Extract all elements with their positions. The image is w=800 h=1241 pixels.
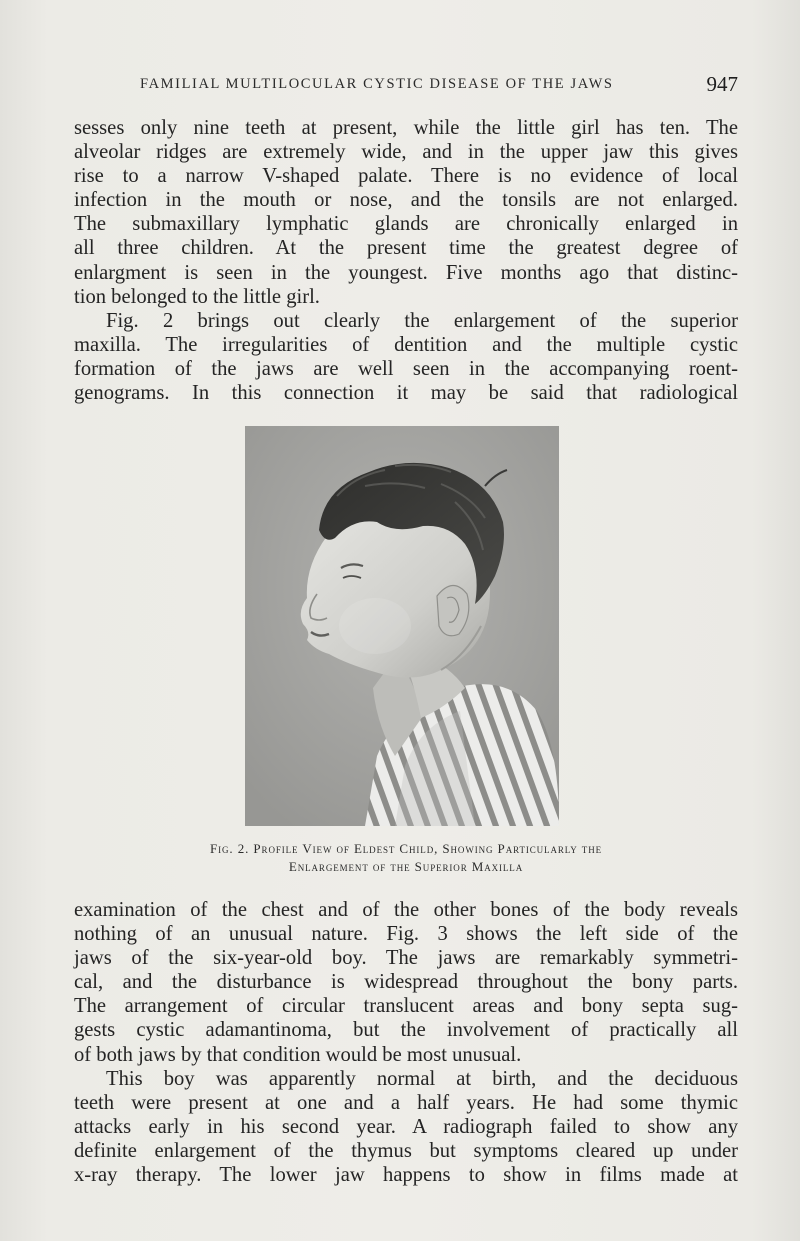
running-head (74, 72, 738, 98)
text-line: teeth were present at one and a half years. He had some thymic (74, 1091, 738, 1114)
body-text-top (74, 116, 738, 405)
text-line: enlargment is seen in the youngest. Five months ago that distinc- (74, 261, 738, 284)
text-line: cal, and the disturbance is widespread throughout the bony parts. (74, 971, 738, 994)
text-line: all three children. At the present time the greatest degree of (74, 237, 738, 260)
caption-text: Enlargement of the Superior Maxilla (288, 859, 524, 874)
text-line: of both jaws by that condition would be most unusual. (74, 1043, 522, 1066)
text-line: nothing of an unusual nature. Fig. 3 shows the left side of the (74, 923, 738, 946)
figure-caption-line-2 (74, 859, 738, 875)
text-line: x-ray therapy. The lower jaw happens to show in films made at (74, 1164, 738, 1187)
text-line: The submaxillary lymphatic glands are chronically enlarged in (74, 213, 738, 236)
text-line: definite enlargement of the thymus but symptoms cleared up under (74, 1139, 738, 1162)
text-line: attacks early in his second year. A radiograph failed to show any (74, 1115, 738, 1138)
text-line: genograms. In this connection it may be said that radiological (74, 382, 738, 405)
text-line: rise to a narrow V-shaped palate. There is no evidence of local (74, 165, 738, 188)
text-line: This boy was apparently normal at birth, and the deciduous (106, 1067, 738, 1090)
text-line: alveolar ridges are extremely wide, and in the upper jaw this gives (74, 141, 738, 164)
figure-caption-line-1 (74, 841, 738, 857)
text-line: Fig. 2 brings out clearly the enlargement of the superior (106, 309, 738, 332)
child-profile-photo (245, 426, 559, 826)
text-line: tion belonged to the little girl. (74, 285, 320, 308)
text-line: examination of the chest and of the other bones of the body reveals (74, 899, 738, 921)
text-line: gests cystic adamantinoma, but the involvement of practically all (74, 1019, 738, 1042)
caption-text: Fig. 2. Profile View of Eldest Child, Showing Particularly the (209, 841, 602, 856)
text-line: infection in the mouth or nose, and the tonsils are not enlarged. (74, 189, 738, 212)
text-line: The arrangement of circular translucent areas and bony septa sug- (74, 995, 738, 1018)
text-line: sesses only nine teeth at present, while the little girl has ten. The (74, 117, 738, 139)
body-text-bottom (74, 898, 738, 1187)
text-line: jaws of the six-year-old boy. The jaws are remarkably symmetri- (74, 947, 738, 970)
text-line: formation of the jaws are well seen in the accompanying roent- (74, 357, 738, 380)
figure-photograph (245, 426, 559, 826)
running-title: FAMILIAL MULTILOCULAR CYSTIC DISEASE OF THE JAWS (140, 76, 614, 92)
text-line: maxilla. The irregularities of dentition and the multiple cystic (74, 333, 738, 356)
page-number: 947 (706, 72, 738, 96)
